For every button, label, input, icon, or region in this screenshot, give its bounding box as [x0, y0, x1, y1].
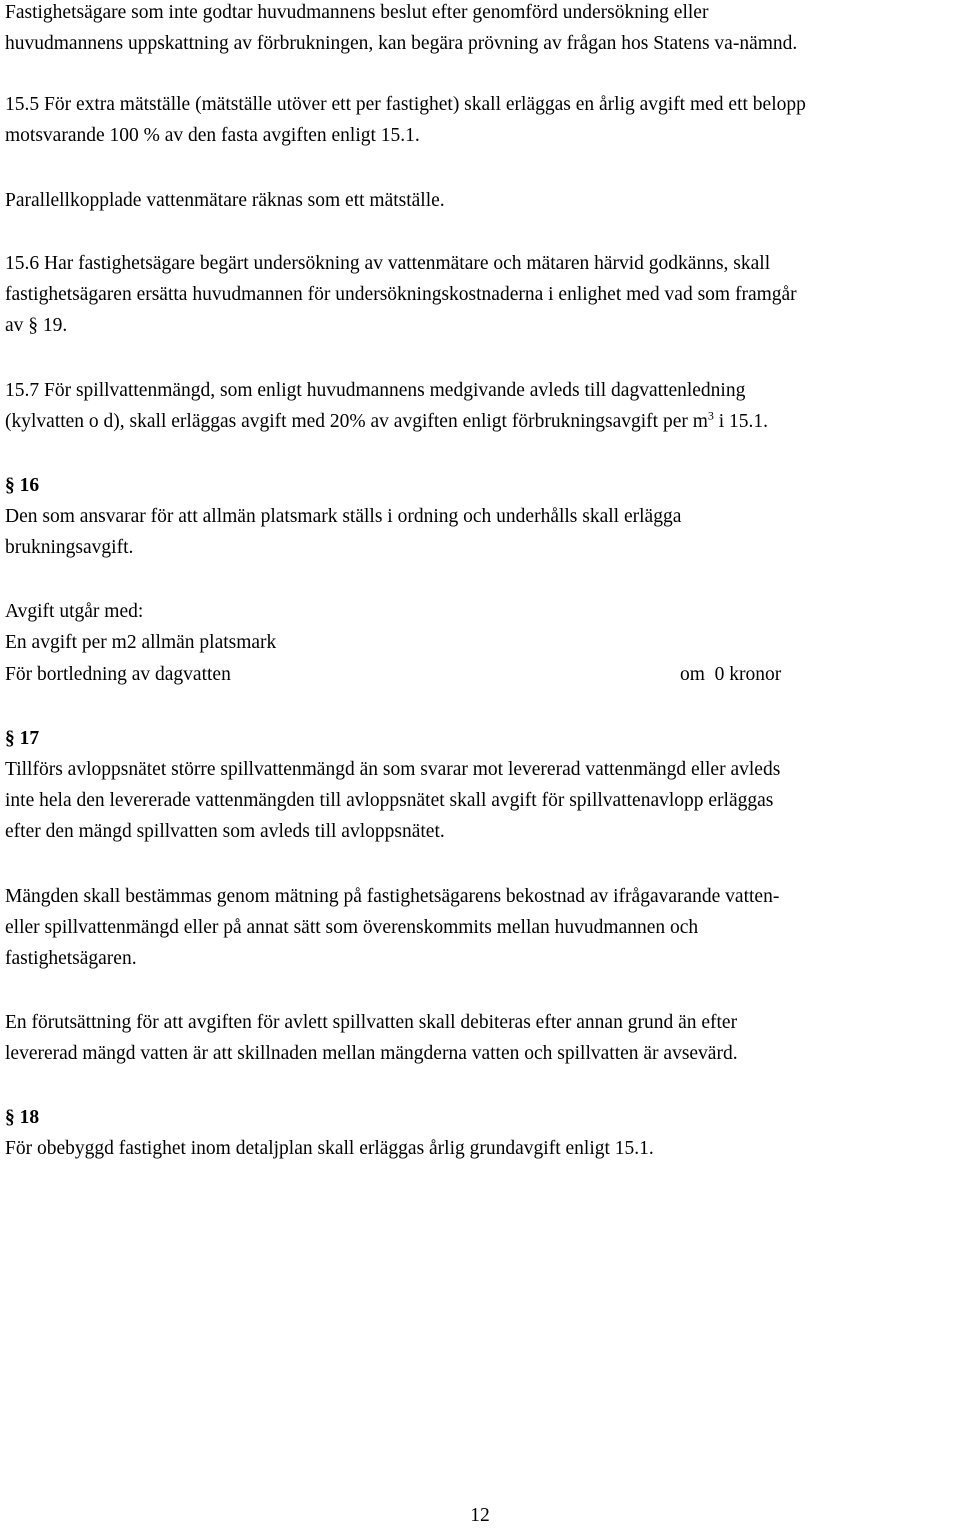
section-16-heading: § 16 — [5, 475, 40, 496]
text-line: En förutsättning för att avgiften för avlett spillvatten skall debiteras efter annan grund än efter — [5, 1012, 738, 1033]
fee-line: En avgift per m2 allmän platsmark — [5, 632, 277, 653]
text-line: Parallellkopplade vattenmätare räknas som ett mätställe. — [5, 190, 445, 211]
fee-intro: Avgift utgår med: — [5, 601, 144, 622]
text-line: inte hela den levererade vattenmängden till avloppsnätet skall avgift för spillvattenavlopp erläggas — [5, 790, 774, 811]
text-fragment: (kylvatten o d), skall erläggas avgift med 20% av avgiften enligt förbrukningsavgift per m — [5, 411, 708, 432]
paragraph-15-5 — [5, 89, 945, 151]
storm-water-value: om 0 kronor — [680, 664, 782, 685]
text-line: motsvarande 100 % av den fasta avgiften enligt 15.1. — [5, 125, 420, 146]
text-line: 15.6 Har fastighetsägare begärt undersökning av vattenmätare och mätaren härvid godkänns, skall — [5, 253, 771, 274]
section-17-heading: § 17 — [5, 728, 40, 749]
section-17-paragraph-1 — [5, 754, 945, 847]
text-line: levererad mängd vatten är att skillnaden mellan mängderna vatten och spillvatten är avsevärd. — [5, 1043, 738, 1064]
paragraph-15-7 — [5, 375, 945, 437]
page-number: 12 — [470, 1505, 490, 1526]
text-line — [5, 406, 945, 437]
text-line: Den som ansvarar för att allmän platsmark ställs i ordning och underhålls skall erlägga — [5, 506, 682, 527]
text-line: 15.5 För extra mätställe (mätställe utöver ett per fastighet) skall erläggas en årlig avgift med ett belopp — [5, 94, 806, 115]
paragraph-appeal — [5, 0, 945, 59]
superscript: 3 — [707, 408, 714, 423]
section-17-paragraph-3 — [5, 1007, 945, 1069]
text-line: fastighetsägaren. — [5, 948, 137, 969]
paragraph-15-6 — [5, 248, 945, 341]
text-line: av § 19. — [5, 315, 68, 336]
storm-water-label: För bortledning av dagvatten — [5, 664, 231, 685]
storm-water-row — [5, 659, 945, 690]
paragraph-parallel-meters — [5, 185, 945, 216]
section-17-paragraph-2 — [5, 881, 945, 974]
text-line: 15.7 För spillvattenmängd, som enligt huvudmannens medgivande avleds till dagvattenledning — [5, 380, 746, 401]
text-line: brukningsavgift. — [5, 537, 134, 558]
text-line: huvudmannens uppskattning av förbrukningen, kan begära prövning av frågan hos Statens va-nämnd. — [5, 33, 798, 54]
section-18-heading: § 18 — [5, 1107, 40, 1128]
text-line: fastighetsägaren ersätta huvudmannen för undersökningskostnaderna i enlighet med vad som framgår — [5, 284, 797, 305]
text-line: Fastighetsägare som inte godtar huvudmannens beslut efter genomförd undersökning eller — [5, 2, 709, 23]
text-line: För obebyggd fastighet inom detaljplan skall erläggas årlig grundavgift enligt 15.1. — [5, 1138, 654, 1159]
text-line: efter den mängd spillvatten som avleds till avloppsnätet. — [5, 821, 445, 842]
section-16-text — [5, 501, 945, 563]
text-line: Tillförs avloppsnätet större spillvattenmängd än som svarar mot levererad vattenmängd eller avleds — [5, 759, 781, 780]
section-18-text — [5, 1133, 945, 1164]
text-fragment: i 15.1. — [713, 411, 769, 432]
text-line: Mängden skall bestämmas genom mätning på fastighetsägarens bekostnad av ifrågavarande vatten- — [5, 886, 780, 907]
text-line: eller spillvattenmängd eller på annat sätt som överenskommits mellan huvudmannen och — [5, 917, 699, 938]
